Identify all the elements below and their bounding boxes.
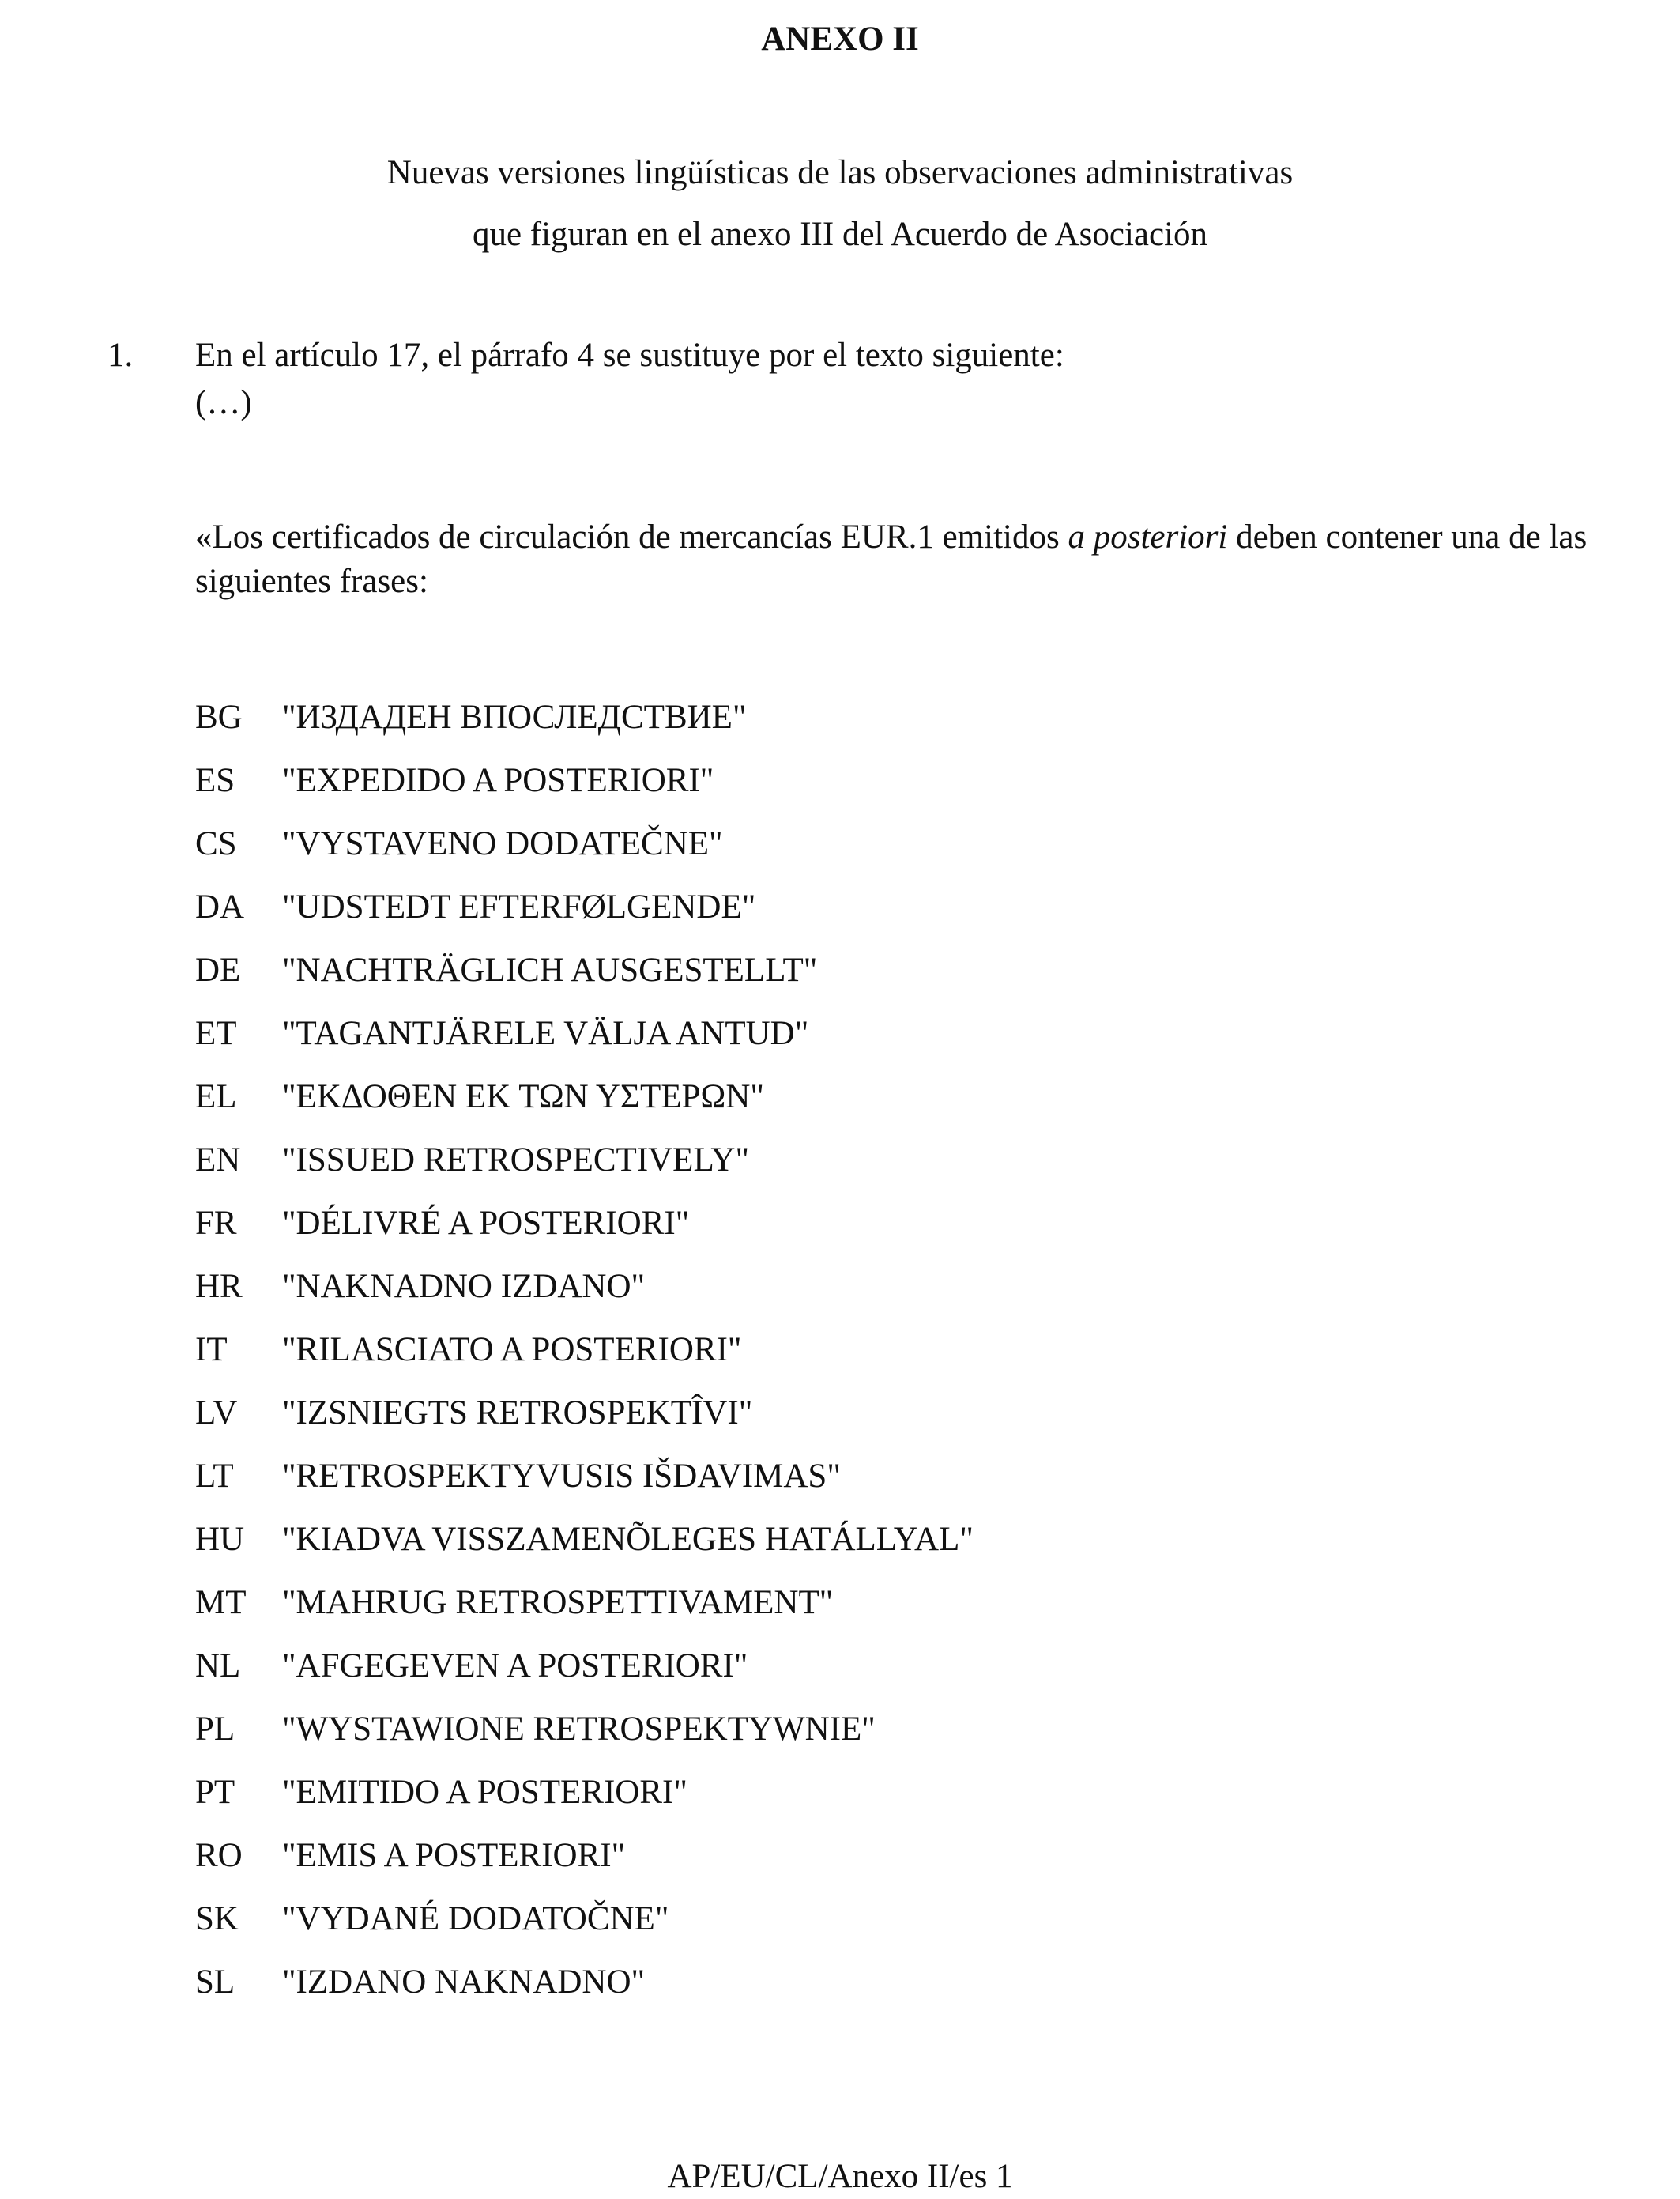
language-phrase: "TAGANTJÄRELE VÄLJA ANTUD" [282, 1015, 809, 1052]
language-phrase: "AFGEGEVEN A POSTERIORI" [282, 1647, 748, 1684]
item-number: 1. [107, 337, 134, 374]
language-row [195, 1265, 974, 1328]
language-row [195, 759, 974, 822]
language-code: SK [195, 1900, 239, 1937]
item-ellipsis: (…) [195, 384, 252, 421]
page-footer: AP/EU/CL/Anexo II/es 1 [667, 2158, 1013, 2195]
language-phrase: "VYDANÉ DODATOČNE" [282, 1900, 669, 1937]
quote-paragraph [195, 515, 1649, 604]
language-phrase: "KIADVA VISSZAMENÕLEGES HATÁLLYAL" [282, 1521, 974, 1558]
language-row [195, 1644, 974, 1707]
language-phrase: "ISSUED RETROSPECTIVELY" [282, 1141, 750, 1179]
page-title: ANEXO II [761, 21, 919, 58]
language-phrase-list [195, 696, 974, 2024]
quote-italic-term: a posteriori [1068, 519, 1228, 556]
language-code: EN [195, 1141, 241, 1179]
language-code: EL [195, 1078, 237, 1115]
language-code: BG [195, 699, 243, 736]
language-phrase: "RILASCIATO A POSTERIORI" [282, 1331, 742, 1368]
language-code: LV [195, 1394, 238, 1431]
language-phrase: "VYSTAVENO DODATEČNE" [282, 825, 723, 862]
language-row [195, 1834, 974, 1897]
language-phrase: "EXPEDIDO A POSTERIORI" [282, 762, 714, 799]
language-row [195, 1707, 974, 1771]
language-code: CS [195, 825, 237, 862]
subtitle-line-2: que figuran en el anexo III del Acuerdo de Asociación [472, 216, 1208, 253]
language-code: NL [195, 1647, 241, 1684]
language-code: DE [195, 952, 241, 989]
language-code: FR [195, 1205, 237, 1242]
language-phrase: "DÉLIVRÉ A POSTERIORI" [282, 1205, 690, 1242]
language-code: PT [195, 1774, 235, 1811]
language-row [195, 1518, 974, 1581]
language-code: RO [195, 1837, 243, 1874]
item-intro: En el artículo 17, el párrafo 4 se sustituye por el texto siguiente: [195, 337, 1064, 374]
language-row [195, 885, 974, 949]
item-body [195, 334, 1649, 600]
language-row [195, 1454, 974, 1518]
quote-text-after: deben contener una de las siguientes frases: [195, 519, 1588, 600]
language-phrase: "WYSTAWIONE RETROSPEKTYWNIE" [282, 1711, 876, 1748]
language-code: IT [195, 1331, 228, 1368]
language-row [195, 1897, 974, 1960]
language-row [195, 1960, 974, 2024]
language-phrase: "NAKNADNO IZDANO" [282, 1268, 646, 1305]
language-row [195, 1075, 974, 1138]
language-phrase: "EMITIDO A POSTERIORI" [282, 1774, 687, 1811]
language-row [195, 822, 974, 885]
language-code: LT [195, 1458, 234, 1495]
language-phrase: "ΕΚΔΟΘΕΝ ΕΚ ΤΩΝ ΥΣΤΕΡΩΝ" [282, 1078, 764, 1115]
language-row [195, 1771, 974, 1834]
language-row [195, 1391, 974, 1454]
language-row [195, 1138, 974, 1201]
language-code: SL [195, 1963, 235, 2001]
language-row [195, 1012, 974, 1075]
language-phrase: "IZDANO NAKNADNO" [282, 1963, 646, 2001]
language-row [195, 949, 974, 1012]
subtitle-line-1: Nuevas versiones lingüísticas de las observaciones administrativas [386, 154, 1294, 191]
page-subtitle [0, 142, 1680, 266]
language-code: ES [195, 762, 235, 799]
language-code: MT [195, 1584, 247, 1621]
language-row [195, 1581, 974, 1644]
language-row [195, 696, 974, 759]
language-phrase: "UDSTEDT EFTERFØLGENDE" [282, 888, 756, 926]
language-row [195, 1201, 974, 1265]
language-code: HR [195, 1268, 243, 1305]
language-row [195, 1328, 974, 1391]
language-code: ET [195, 1015, 237, 1052]
quote-text-before: «Los certificados de circulación de mercancías EUR.1 emitidos [195, 519, 1068, 556]
language-phrase: "EMIS A POSTERIORI" [282, 1837, 626, 1874]
language-code: PL [195, 1711, 235, 1748]
language-code: HU [195, 1521, 245, 1558]
language-phrase: "MAHRUG RETROSPETTIVAMENT" [282, 1584, 834, 1621]
language-phrase: "NACHTRÄGLICH AUSGESTELLT" [282, 952, 818, 989]
language-phrase: "IZSNIEGTS RETROSPEKTÎVI" [282, 1394, 753, 1431]
language-code: DA [195, 888, 245, 926]
language-phrase: "RETROSPEKTYVUSIS IŠDAVIMAS" [282, 1458, 841, 1495]
language-phrase: "ИЗДАДЕН ВПОСЛЕДСТВИЕ" [282, 699, 747, 736]
